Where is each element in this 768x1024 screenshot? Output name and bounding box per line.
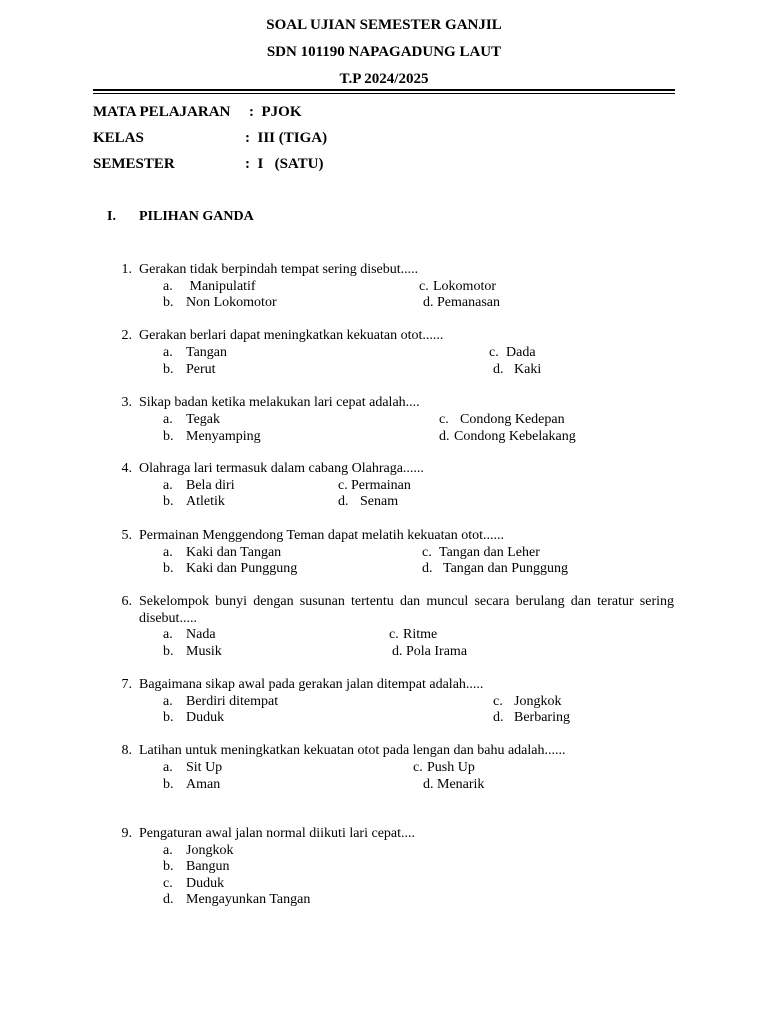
option-text: Pemanasan: [437, 295, 500, 310]
option-letter: d.: [163, 892, 174, 907]
school-year: T.P 2024/2025: [339, 71, 429, 87]
meta-semester-label: SEMESTER: [93, 156, 175, 172]
option-text: Lokomotor: [433, 279, 496, 294]
option-text: Musik: [186, 644, 222, 659]
question-text: Sikap badan ketika melakukan lari cepat adalah....: [139, 395, 420, 410]
option-text: Tangan: [186, 345, 228, 360]
option-letter: d.: [422, 561, 433, 576]
option-text: Pola Irama: [406, 644, 468, 659]
option-letter: b.: [163, 644, 174, 659]
option-letter: c.: [163, 876, 173, 891]
option-text: Manipulatif: [186, 279, 256, 294]
option-letter: a.: [163, 627, 173, 642]
option-text: Senam: [360, 494, 399, 509]
option-letter: b.: [163, 295, 174, 310]
option-text: Duduk: [186, 710, 225, 725]
question-text: Olahraga lari termasuk dalam cabang Olahraga......: [139, 461, 424, 476]
question-text: Gerakan tidak berpindah tempat sering disebut.....: [139, 262, 419, 277]
meta-class-value: : III (TIGA): [245, 130, 328, 146]
option-letter: d.: [392, 644, 403, 659]
option-text: Condong Kebelakang: [454, 429, 576, 444]
question-number: 6.: [121, 594, 132, 609]
question-number: 8.: [121, 743, 132, 758]
option-letter: d.: [493, 710, 504, 725]
option-letter: d.: [423, 777, 434, 792]
option-letter: d.: [338, 494, 349, 509]
option-text: Tangan dan Leher: [439, 545, 540, 560]
option-text: Dada: [506, 345, 536, 360]
option-text: Menarik: [437, 777, 485, 792]
option-text: Nada: [186, 627, 216, 642]
option-text: Condong Kedepan: [460, 412, 565, 427]
question-number: 7.: [121, 677, 132, 692]
option-text: Ritme: [403, 627, 438, 642]
option-letter: a.: [163, 843, 173, 858]
question-text: Bagaimana sikap awal pada gerakan jalan ditempat adalah.....: [139, 677, 484, 692]
option-letter: a.: [163, 478, 173, 493]
option-text: Push Up: [427, 760, 475, 775]
question-number: 5.: [121, 528, 132, 543]
question-number: 4.: [121, 461, 132, 476]
option-text: Kaki dan Punggung: [186, 561, 298, 576]
option-text: Menyamping: [186, 429, 261, 444]
option-text: Tangan dan Punggung: [443, 561, 569, 576]
option-letter: c.: [493, 694, 503, 709]
question-text: Sekelompok bunyi dengan susunan tertentu dan muncul secara berulang dan teratur sering disebut.....: [139, 594, 674, 626]
option-text: Berbaring: [514, 710, 570, 725]
exam-title: SOAL UJIAN SEMESTER GANJIL: [266, 17, 502, 33]
meta-class-label: KELAS: [93, 130, 144, 146]
question-text: Permainan Menggendong Teman dapat melatih kekuatan otot......: [139, 528, 504, 543]
option-text: Jongkok: [186, 843, 234, 858]
option-text: Atletik: [186, 494, 225, 509]
option-text: Bangun: [186, 859, 230, 874]
option-letter: c.: [422, 545, 432, 560]
school-name: SDN 101190 NAPAGADUNG LAUT: [266, 44, 502, 60]
meta-subject-value: : PJOK: [249, 104, 302, 120]
option-text: Mengayunkan Tangan: [186, 892, 311, 907]
option-text: Jongkok: [514, 694, 562, 709]
option-letter: a.: [163, 760, 173, 775]
question-text: Latihan untuk meningkatkan kekuatan otot pada lengan dan bahu adalah......: [139, 743, 566, 758]
option-letter: c.: [419, 279, 429, 294]
option-letter: a.: [163, 279, 173, 294]
question-number: 1.: [121, 262, 132, 277]
option-letter: c.: [489, 345, 499, 360]
section-number: I.: [107, 209, 116, 224]
question-number: 3.: [121, 395, 132, 410]
option-text: Kaki: [514, 362, 542, 377]
option-text: Duduk: [186, 876, 225, 891]
option-letter: c.: [338, 478, 348, 493]
option-text: Bela diri: [186, 478, 235, 493]
meta-semester-value: : I (SATU): [245, 156, 324, 172]
option-letter: b.: [163, 710, 174, 725]
option-letter: b.: [163, 429, 174, 444]
option-letter: a.: [163, 545, 173, 560]
option-text: Aman: [186, 777, 221, 792]
option-text: Sit Up: [186, 760, 223, 775]
option-text: Berdiri ditempat: [186, 694, 279, 709]
header-divider-thick: [93, 89, 675, 91]
option-letter: d.: [493, 362, 504, 377]
option-letter: b.: [163, 859, 174, 874]
option-letter: a.: [163, 412, 173, 427]
option-letter: d.: [423, 295, 434, 310]
option-text: Non Lokomotor: [186, 295, 277, 310]
question-text: Gerakan berlari dapat meningkatkan kekuatan otot......: [139, 328, 444, 343]
question-number: 9.: [121, 826, 132, 841]
question-number: 2.: [121, 328, 132, 343]
question-text: Pengaturan awal jalan normal diikuti lari cepat....: [139, 826, 416, 841]
option-letter: a.: [163, 345, 173, 360]
option-letter: d.: [439, 429, 450, 444]
option-letter: c.: [439, 412, 449, 427]
option-text: Perut: [186, 362, 216, 377]
option-text: Kaki dan Tangan: [186, 545, 282, 560]
meta-subject-label: MATA PELAJARAN: [93, 104, 231, 120]
section-title: PILIHAN GANDA: [139, 209, 254, 224]
option-text: Tegak: [186, 412, 221, 427]
option-letter: b.: [163, 494, 174, 509]
option-letter: b.: [163, 777, 174, 792]
option-letter: c.: [413, 760, 423, 775]
option-text: Permainan: [351, 478, 411, 493]
option-letter: b.: [163, 561, 174, 576]
option-letter: b.: [163, 362, 174, 377]
option-letter: c.: [389, 627, 399, 642]
header-divider-thin: [93, 93, 675, 94]
option-letter: a.: [163, 694, 173, 709]
